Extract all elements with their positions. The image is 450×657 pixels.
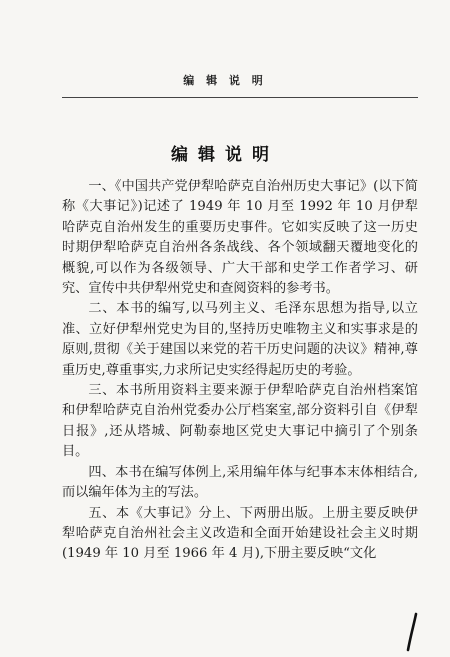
body-text xyxy=(62,177,418,565)
pen-stroke-mark xyxy=(398,612,426,652)
paragraph-3: 三、本书所用资料主要来源于伊犁哈萨克自治州档案馆和伊犁哈萨克自治州党委办公厅档案室,部分资料引自《伊犁日报》,还从塔城、阿勒泰地区党史大事记中摘引了个别条目。 xyxy=(62,383,418,460)
paragraph-2: 二、本书的编写,以马列主义、毛泽东思想为指导,以立准、立好伊犁州党史为目的,坚持历史唯物主义和实事求是的原则,贯彻《关于建国以来党的若干历史问题的决议》精神,尊重历史,尊重事实,力求所记史实经得起历史的考验。 xyxy=(62,301,418,378)
paragraph-5: 五、本《大事记》分上、下两册出版。上册主要反映伊犁哈萨克自治州社会主义改造和全面开始建设社会主义时期(1949 年 10 月至 1966 年 4 月),下册主要反映“文化 xyxy=(62,505,418,562)
paragraph-4: 四、本书在编写体例上,采用编年体与纪事本末体相结合,而以编年体为主的写法。 xyxy=(62,464,418,501)
page-title: 编辑说明 xyxy=(171,145,279,165)
header-rule xyxy=(62,97,418,98)
paragraph-1: 一、《中国共产党伊犁哈萨克自治州历史大事记》(以下简称《大事记》)记述了 1949 年 10 月至 1992 年 10 月伊犁哈萨克自治州发生的重要历史事件。它如实反映了这一历史时期伊犁哈萨克自治州各条战线、各个领域翻天覆地变化的概貌,可以作为各级领导、广大干部和史学工作者学习、研究、宣传中共伊犁州党史和查阅资料的参考书。 xyxy=(62,179,418,297)
running-head: 编 辑 说 明 xyxy=(183,74,267,87)
